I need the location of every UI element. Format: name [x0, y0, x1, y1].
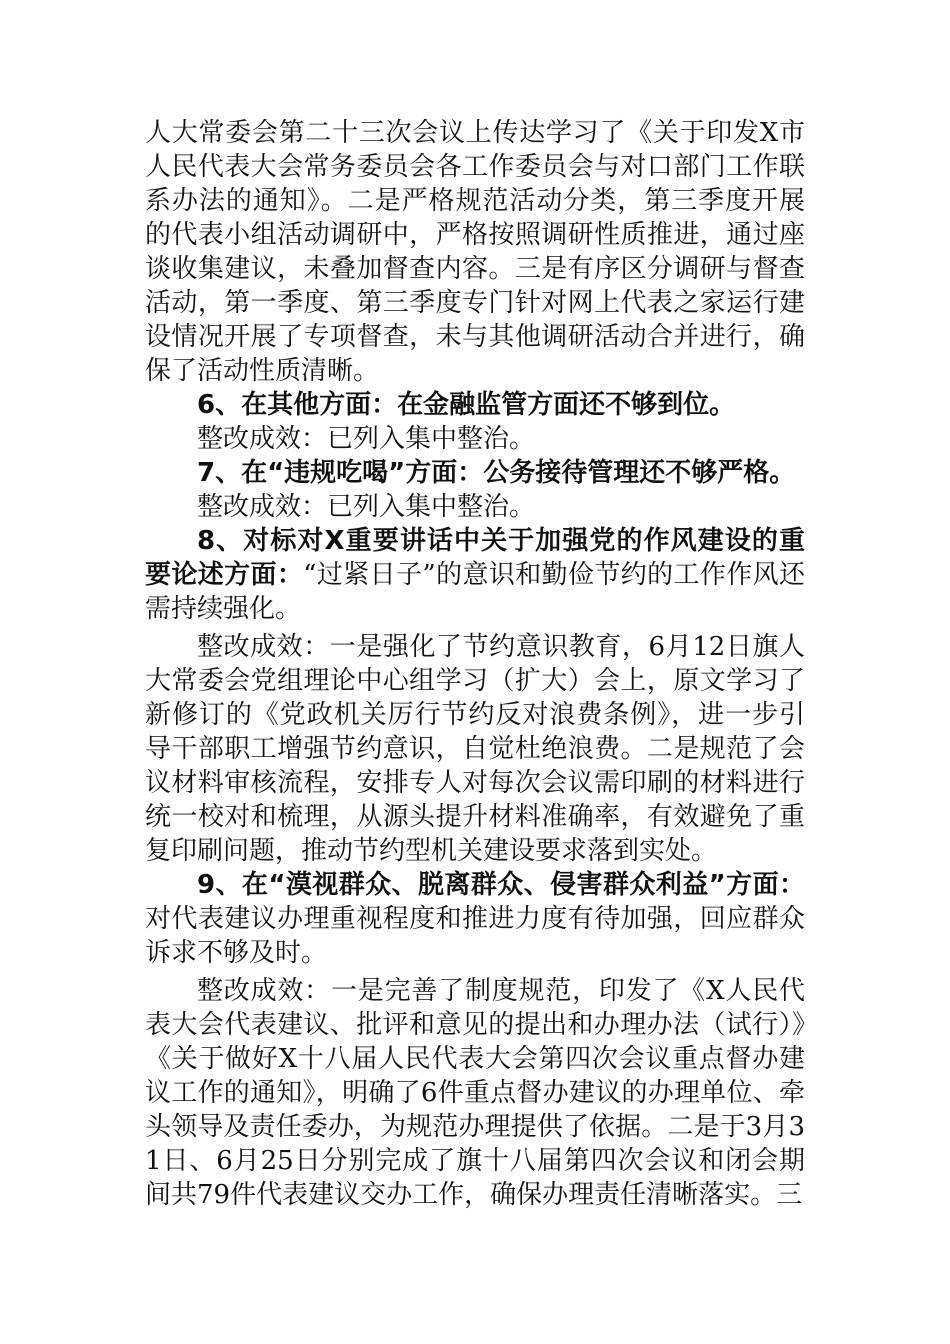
- item-8-heading: [145, 524, 805, 626]
- item-8-title: 8、对标对X重要讲话中关于加强党的作风建设的重要论述方面：: [145, 526, 805, 590]
- document-body: [145, 116, 805, 1212]
- item-8-result: 整改成效：一是强化了节约意识教育，6月12日旗人大常委会党组理论中心组学习（扩大）会上，原文学习了新修订的《党政机关厉行节约反对浪费条例》，进一步引导干部职工增强节约意识，自觉杜绝浪费。二是规范了会议材料审核流程，安排专人对每次会议需印刷的材料进行统一校对和梳理，从源头提升材料准确率，有效避免了重复印刷问题，推动节约型机关建设要求落到实处。: [145, 632, 805, 866]
- item-9-result: 整改成效：一是完善了制度规范，印发了《X人民代表大会代表建议、批评和意见的提出和办理办法（试行）》《关于做好X十八届人民代表大会第四次会议重点督办建议工作的通知》，明确了6件重点督办建议的办理单位、牵头领导及责任委办，为规范办理提供了依据。二是于3月31日、6月25日分别完成了旗十八届第四次会议和闭会期间共79件代表建议交办工作，确保办理责任清晰落实。三: [145, 976, 805, 1210]
- item-8-issue: “过紧日子”的意识和勤俭节约的工作作风还需持续强化。: [145, 560, 805, 624]
- item-7-result: 整改成效：已列入集中整治。: [197, 492, 536, 522]
- item-6-result: 整改成效：已列入集中整治。: [197, 424, 536, 454]
- item-9-title: 9、在“漠视群众、脱离群众、侵害群众利益”方面：: [197, 870, 805, 900]
- item-9-heading: [145, 868, 805, 970]
- paragraph-continuation: 人大常委会第二十三次会议上传达学习了《关于印发X市人民代表大会常务委员会各工作委员会与对口部门工作联系办法的通知》。二是严格规范活动分类，第三季度开展的代表小组活动调研中，严格按照调研性质推进，通过座谈收集建议，未叠加督查内容。三是有序区分调研与督查活动，第一季度、第三季度专门针对网上代表之家运行建设情况开展了专项督查，未与其他调研活动合并进行，确保了活动性质清晰。: [145, 118, 805, 386]
- item-6-heading: 6、在其他方面：在金融监管方面还不够到位。: [197, 390, 736, 420]
- item-9-issue: 对代表建议办理重视程度和推进力度有待加强，回应群众诉求不够及时。: [145, 904, 805, 968]
- item-7-heading: 7、在“违规吃喝”方面：公务接待管理还不够严格。: [197, 458, 796, 488]
